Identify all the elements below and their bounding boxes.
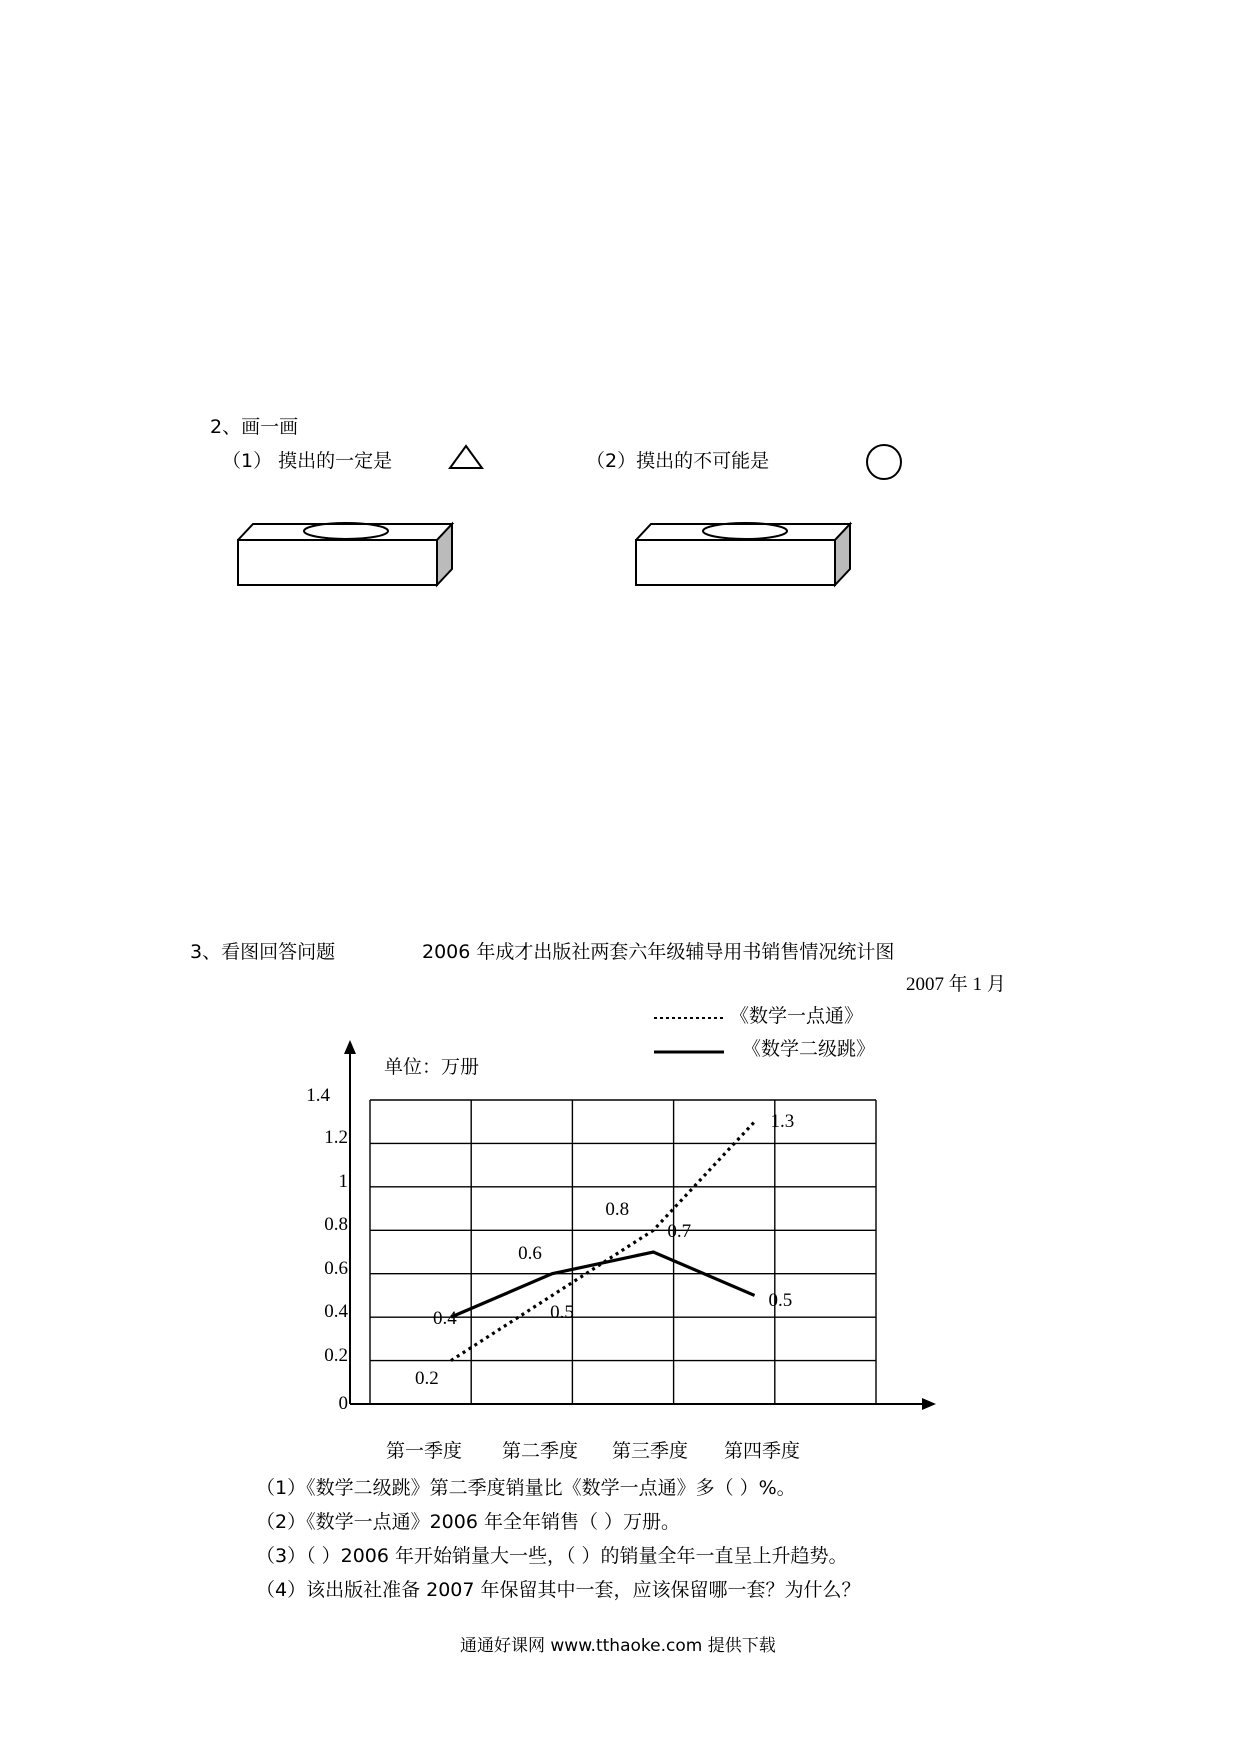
- series-line-2: [451, 1252, 755, 1317]
- item1-label: （1） 摸出的一定是: [222, 450, 393, 472]
- x-category-label: 第一季度: [386, 1440, 463, 1462]
- chart-unit-label: 单位：万册: [384, 1056, 480, 1078]
- y-tick-label: 0: [338, 1393, 348, 1414]
- data-label-series-2: 0.7: [667, 1221, 692, 1242]
- y-tick-label: 0.4: [324, 1301, 348, 1323]
- question-4: （4）该出版社准备 2007 年保留其中一套，应该保留哪一套？为什么？: [256, 1579, 861, 1601]
- y-tick-label: 0.2: [324, 1344, 348, 1366]
- chart-title: 2006 年成才出版社两套六年级辅导用书销售情况统计图: [422, 941, 895, 963]
- series-line-1: [451, 1122, 755, 1361]
- question-2: （2）《数学一点通》2006 年全年销售（ ）万册。: [256, 1511, 681, 1533]
- x-axis-arrow: [922, 1398, 936, 1410]
- data-label-series-2: 0.4: [432, 1308, 457, 1330]
- y-tick-label: 1: [338, 1170, 348, 1192]
- data-label-series-2: 0.6: [518, 1242, 542, 1264]
- y-axis-arrow: [344, 1040, 356, 1054]
- x-category-label: 第三季度: [612, 1440, 689, 1462]
- question-3: （3）（ ）2006 年开始销量大一些，（ ）的销量全年一直呈上升趋势。: [256, 1545, 848, 1567]
- legend-label-series-2: 《数学二级跳》: [742, 1038, 876, 1060]
- section3-heading: 3、看图回答问题: [190, 941, 336, 963]
- y-tick-label: 1.2: [324, 1127, 348, 1149]
- x-category-label: 第二季度: [502, 1440, 579, 1462]
- y-tick-label: 1.4: [306, 1085, 330, 1106]
- data-label-series-1: 0.8: [605, 1199, 630, 1221]
- x-category-label: 第四季度: [724, 1440, 801, 1462]
- question-1: （1）《数学二级跳》第二季度销量比《数学一点通》多（ ）%。: [256, 1477, 796, 1499]
- data-label-series-2: 0.5: [768, 1290, 793, 1312]
- data-label-series-1: 0.5: [550, 1302, 574, 1324]
- chart-date: 2007 年 1 月: [906, 974, 1006, 995]
- item2-label: （2）摸出的不可能是: [586, 450, 770, 472]
- legend-label-series-1: 《数学一点通》: [730, 1005, 864, 1027]
- data-label-series-1: 0.2: [414, 1367, 439, 1389]
- footer-text: 通通好课网 www.tthaoke.com 提供下载: [460, 1636, 776, 1656]
- y-tick-label: 0.6: [324, 1257, 348, 1279]
- y-tick-label: 0.8: [324, 1214, 348, 1236]
- data-label-series-1: 1.3: [770, 1110, 795, 1132]
- section2-heading: 2、画一画: [210, 416, 299, 438]
